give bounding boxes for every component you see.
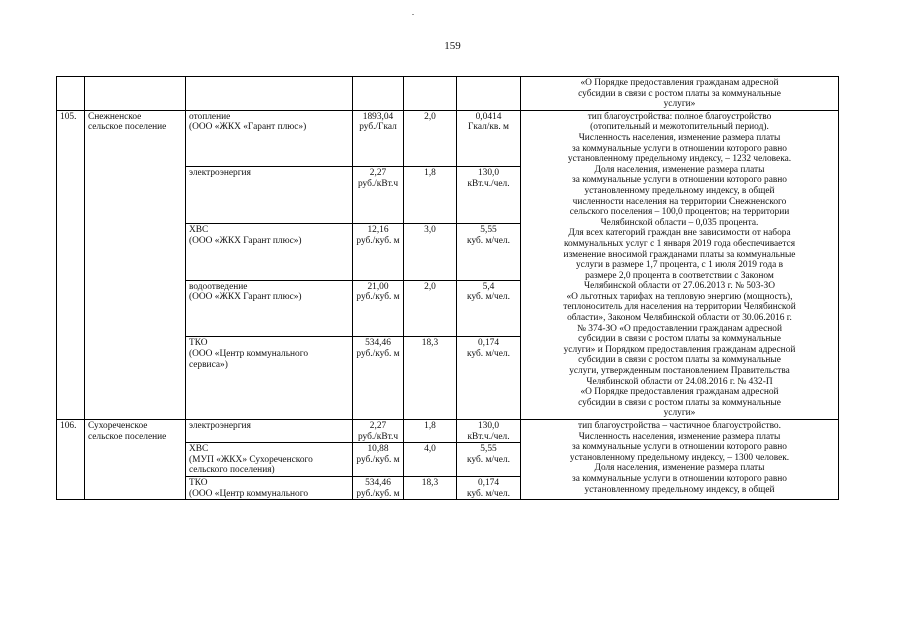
tariff-line: 2,27	[369, 421, 387, 431]
cell-service	[186, 167, 353, 224]
volume-line: 0,174	[477, 338, 500, 349]
note-line: услуги»	[663, 99, 696, 110]
note-line: услуги, утвержденным постановлением Правительства	[569, 366, 790, 377]
volume-line: 5,55	[480, 444, 497, 455]
volume-line: 0,174	[477, 477, 500, 488]
note-line: «О льготных тарифах на тепловую энергию (мощность),	[566, 291, 793, 302]
cell-tariff	[353, 167, 404, 224]
note-line: субсидии в связи с ростом платы за коммунальные	[578, 397, 781, 408]
volume-line: 130,0	[477, 168, 500, 179]
note-line: за коммунальные услуги в отношении которого равно	[571, 473, 787, 484]
note-line: Челябинской области – 0,035 процента.	[600, 217, 759, 228]
note-line: за коммунальные услуги в отношении которого равно	[571, 143, 787, 154]
note-line: изменение вносимой гражданами платы за коммунальные	[563, 249, 796, 260]
cell-service	[186, 77, 353, 111]
cell-index: 3,0	[404, 224, 457, 281]
note-line: тип благоустройства – частичное благоустройство.	[578, 421, 781, 431]
cell-tariff	[353, 77, 404, 111]
note-line: области», Законом Челябинской области от 30.06.2016 г.	[567, 313, 792, 324]
cell-service	[186, 337, 353, 420]
service-line: ХВС	[189, 225, 209, 236]
cell-volume	[457, 224, 521, 281]
service-line: ТКО	[189, 338, 208, 349]
service-line: электроэнергия	[189, 168, 251, 179]
service-line: сервиса»)	[189, 359, 228, 370]
note-line: Для всех категорий граждан вне зависимости от набора	[568, 228, 791, 239]
tariff-line: руб./куб. м	[356, 292, 400, 303]
table-row	[57, 110, 839, 167]
tariff-line: 10,88	[367, 444, 389, 455]
cell-note	[521, 420, 839, 500]
cell-settlement	[85, 110, 186, 419]
tariff-line: руб./кВт.ч	[357, 179, 399, 190]
tariff-line: 2,27	[369, 168, 387, 179]
cell-index	[404, 77, 457, 111]
cell-volume	[457, 476, 521, 499]
cell-volume	[457, 280, 521, 337]
note-line: Численность населения, изменение размера платы	[578, 431, 781, 442]
note-line: субсидии в связи с ростом платы за коммунальные	[578, 355, 781, 366]
note-line: «О Порядке предоставления гражданам адресной	[580, 78, 779, 88]
settlement-line: Снежненское	[88, 111, 142, 122]
volume-line: кВт.ч./чел.	[467, 431, 510, 442]
note-line: Численность населения, изменение размера платы	[578, 132, 781, 143]
cell-num: 106.	[57, 420, 85, 500]
tariff-line: руб./Гкал	[359, 122, 397, 133]
note-line: субсидии в связи с ростом платы за коммунальные	[578, 334, 781, 345]
cell-service	[186, 420, 353, 443]
service-line: (ООО «ЖКХ «Гарант плюс»)	[189, 122, 307, 133]
cell-tariff	[353, 224, 404, 281]
service-line: ТКО	[189, 477, 208, 488]
cell-tariff	[353, 476, 404, 499]
tariff-table-body	[57, 77, 839, 500]
tariff-line: 534,46	[365, 477, 391, 488]
cell-num: 105.	[57, 110, 85, 419]
cell-index: 2,0	[404, 110, 457, 167]
note-line: установленному предельному индексу, – 1232 человека.	[567, 154, 792, 165]
cell-settlement	[85, 77, 186, 111]
cell-tariff	[353, 337, 404, 420]
cell-index: 2,0	[404, 280, 457, 337]
tariff-line: руб./куб. м	[356, 454, 400, 465]
cell-index: 4,0	[404, 443, 457, 477]
table-row-continuation	[57, 77, 839, 111]
note-line: за коммунальные услуги в отношении которого равно	[571, 175, 787, 186]
tariff-line: руб./куб. м	[356, 488, 400, 499]
tariff-table	[56, 76, 839, 500]
cell-service	[186, 280, 353, 337]
note-line: Доля населения, изменение размера платы	[594, 164, 765, 175]
settlement-line: сельское поселение	[88, 122, 167, 133]
note-line: сельского поселения – 100,0 процентов; на территории	[569, 207, 790, 218]
note-line: тип благоустройства: полное благоустройство	[587, 111, 772, 122]
note-line: «О Порядке предоставления гражданам адресной	[580, 387, 779, 398]
tariff-line: 534,46	[365, 338, 391, 349]
cell-index: 1,8	[404, 420, 457, 443]
note-line: установленному предельному индексу, – 1300 человек.	[569, 452, 790, 463]
table-row	[57, 420, 839, 443]
note-line: № 374-ЗО «О предоставлении гражданам адресной	[576, 323, 783, 334]
cell-tariff	[353, 280, 404, 337]
cell-index: 1,8	[404, 167, 457, 224]
volume-line: куб. м/чел.	[467, 292, 510, 303]
volume-line: 130,0	[477, 421, 500, 431]
page-number: 159	[444, 40, 461, 52]
note-line: Челябинской области от 24.08.2016 г. № 432-П	[586, 376, 773, 387]
note-line: (отопительный и межотопительный период).	[590, 122, 769, 133]
note-line: услуги» и Порядком предоставления гражданам адресной	[563, 344, 796, 355]
tariff-line: 21,00	[367, 281, 389, 292]
service-line: ХВС	[189, 444, 209, 455]
service-line: (ООО «Центр коммунального	[189, 488, 309, 499]
tariff-line: 1893,04	[362, 111, 394, 122]
cell-note	[521, 110, 839, 419]
service-line: (ООО «Центр коммунального	[189, 349, 309, 359]
cell-volume	[457, 110, 521, 167]
cell-index: 18,3	[404, 476, 457, 499]
service-line: (ООО «ЖКХ Гарант плюс»)	[189, 292, 302, 303]
tariff-line: руб./куб. м	[356, 349, 400, 359]
cell-tariff	[353, 110, 404, 167]
note-line: численности населения на территории Снежненского	[572, 196, 787, 207]
volume-line: куб. м/чел.	[467, 488, 510, 499]
note-line: услуги»	[663, 408, 696, 419]
tariff-line: руб./куб. м	[356, 235, 400, 246]
cell-tariff	[353, 443, 404, 477]
cell-volume	[457, 420, 521, 443]
tariff-line: руб./кВт.ч	[357, 431, 399, 442]
settlement-line: сельское поселение	[88, 431, 167, 442]
cell-volume	[457, 443, 521, 477]
service-line: водоотведение	[189, 281, 248, 292]
note-line: коммунальных услуг с 1 января 2019 года обеспечивается	[563, 238, 796, 249]
tariff-line: 12,16	[367, 225, 389, 236]
cell-num	[57, 77, 85, 111]
cell-settlement	[85, 420, 186, 500]
cell-service	[186, 476, 353, 499]
service-line: отопление	[189, 111, 231, 122]
volume-line: куб. м/чел.	[467, 349, 510, 359]
cell-volume	[457, 77, 521, 111]
volume-line: куб. м/чел.	[467, 235, 510, 246]
note-line: установленному предельному индексу, в общей	[584, 185, 775, 196]
cell-volume	[457, 167, 521, 224]
cell-note	[521, 77, 839, 111]
volume-line: 0,0414	[475, 111, 502, 122]
note-line: Челябинской области от 27.06.2013 г. № 503-ЗО	[584, 281, 775, 292]
service-line: электроэнергия	[189, 421, 251, 431]
service-line: (МУП «ЖКХ» Сухореченского	[189, 454, 313, 465]
cell-service	[186, 443, 353, 477]
volume-line: куб. м/чел.	[467, 454, 510, 465]
cell-service	[186, 110, 353, 167]
volume-line: 5,55	[480, 225, 497, 236]
cell-tariff	[353, 420, 404, 443]
volume-line: 5,4	[482, 281, 495, 292]
settlement-line: Сухореченское	[88, 421, 148, 431]
cell-index: 18,3	[404, 337, 457, 420]
service-line: сельского поселения)	[189, 465, 275, 476]
cell-service	[186, 224, 353, 281]
note-line: теплоноситель для населения на территории Челябинской	[563, 302, 796, 313]
cell-volume	[457, 337, 521, 420]
service-line: (ООО «ЖКХ Гарант плюс»)	[189, 235, 302, 246]
volume-line: Гкал/кв. м	[468, 122, 509, 133]
volume-line: кВт.ч./чел.	[467, 179, 510, 190]
note-line: субсидии в связи с ростом платы за коммунальные	[578, 88, 781, 99]
scan-speck	[412, 14, 414, 15]
note-line: Доля населения, изменение размера платы	[594, 463, 765, 474]
note-line: установленному предельному индексу, в общей	[584, 484, 775, 495]
note-line: за коммунальные услуги в отношении которого равно	[571, 442, 787, 453]
note-line: размере 2,0 процента в соответствии с Законом	[585, 270, 774, 281]
note-line: услуги в размере 1,7 процента, с 1 июля 2019 года в	[575, 260, 784, 271]
